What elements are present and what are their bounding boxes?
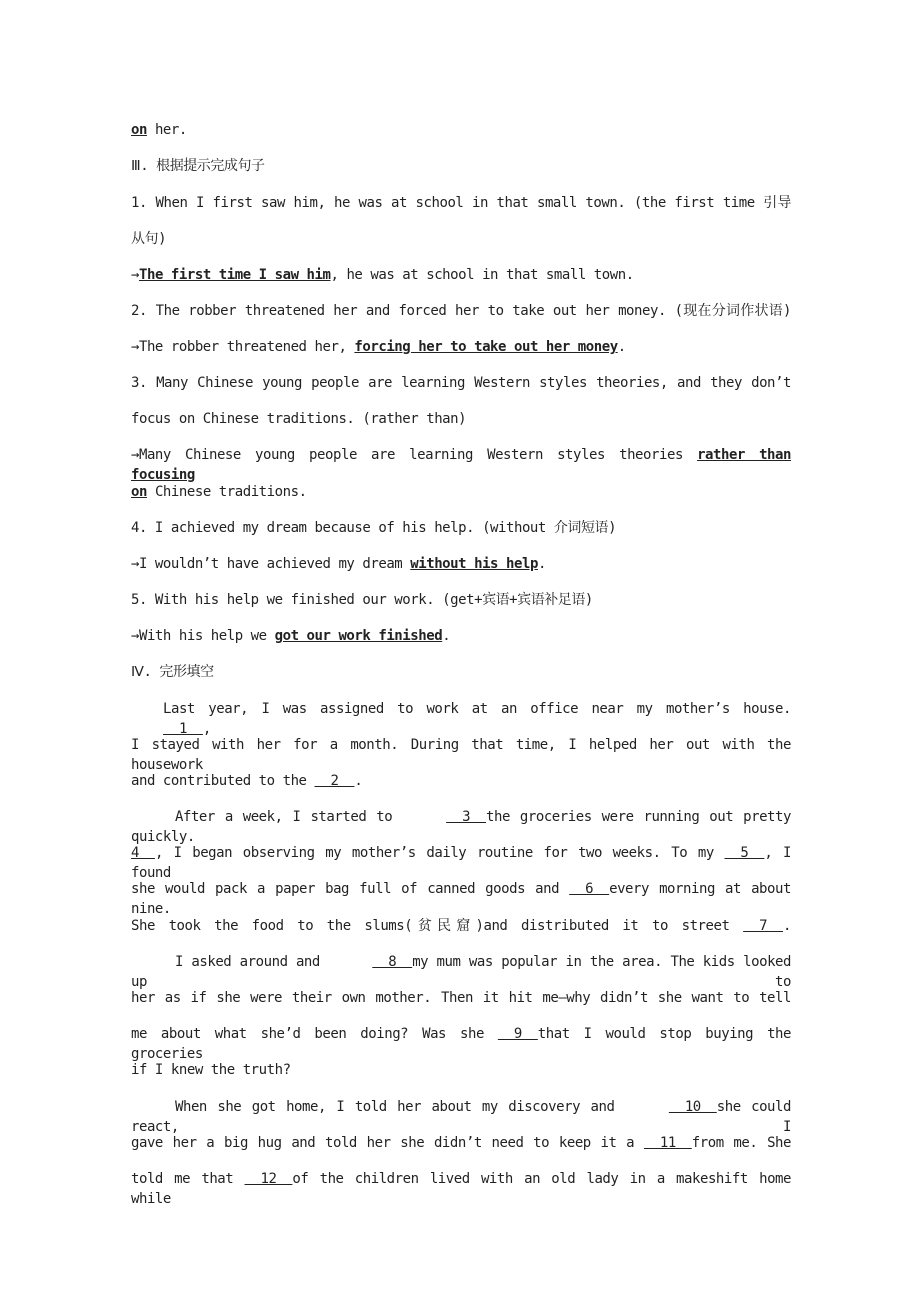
line-text: she could react, I — [131, 1099, 791, 1135]
text-line — [131, 807, 791, 847]
line-text: → — [131, 267, 139, 283]
text-line — [131, 662, 791, 682]
line-text: Ⅳ. 完形填空 — [131, 664, 214, 680]
cloze-blank: 5 — [724, 845, 765, 861]
line-text: . — [442, 628, 451, 644]
answer-text: rather than focusing — [131, 447, 791, 483]
line-text: After a week, I started to — [175, 809, 403, 825]
text-line — [131, 265, 791, 285]
line-text: . — [617, 339, 626, 355]
text-line — [131, 554, 791, 574]
text-line — [131, 626, 791, 646]
line-text: Chinese traditions. — [146, 484, 307, 500]
line-text: of the children lived with an old lady in a makeshift home while — [131, 1171, 792, 1207]
cloze-blank: 3 — [446, 809, 487, 825]
cloze-blank: 2 — [314, 773, 355, 789]
text-line — [131, 699, 791, 739]
text-line — [131, 988, 791, 1008]
cloze-blank: 6 — [569, 881, 610, 897]
text-line — [131, 1133, 791, 1153]
line-text: →I wouldn’t have achieved my dream — [131, 556, 411, 572]
line-text: the groceries were running out pretty quickly. — [131, 809, 791, 845]
cloze-blank: 12 — [244, 1171, 293, 1187]
answer-text: without his help — [410, 556, 538, 572]
line-text: my mum was popular in the area. The kids looked up to — [131, 954, 791, 990]
text-line — [131, 952, 791, 992]
line-text: gave her a big hug and told her she didn’t need to keep it a — [131, 1135, 644, 1151]
answer-text: got our work finished — [274, 628, 443, 644]
text-line — [131, 409, 791, 429]
text-line — [131, 120, 791, 140]
line-text: that I would stop buying the groceries — [131, 1026, 792, 1062]
text-line — [131, 735, 791, 775]
text-line — [131, 301, 791, 321]
line-text: 2. The robber threatened her and forced her to take out her money. (现在分词作状语) — [131, 303, 791, 319]
line-text: I stayed with her for a month. During that time, I helped her out with the housework — [131, 737, 791, 773]
line-text: she would pack a paper bag full of canned goods and — [131, 881, 570, 897]
text-line — [131, 193, 791, 213]
text-line — [131, 879, 791, 919]
line-text: and contributed to the — [131, 773, 315, 789]
line-text: , I found — [131, 845, 791, 881]
line-text: When she got home, I told her about my discovery and — [175, 1099, 625, 1115]
line-text: , I began observing my mother’s daily routine for two weeks. To my — [154, 845, 725, 861]
text-line — [131, 156, 791, 176]
text-line — [131, 482, 791, 502]
text-line — [131, 518, 791, 538]
text-line — [131, 229, 791, 249]
text-line — [131, 337, 791, 357]
answer-text: on — [131, 484, 147, 500]
line-text: →Many Chinese young people are learning Western styles theories — [131, 447, 698, 463]
line-text: 从句) — [131, 231, 167, 247]
line-text: Last year, I was assigned to work at an office near my mother’s house. — [163, 701, 791, 717]
line-text: 3. Many Chinese young people are learning Western styles theories, and they don’t — [131, 375, 791, 391]
line-text: me about what she’d been doing? Was she — [131, 1026, 498, 1042]
text-line — [131, 843, 791, 883]
cloze-blank: 4 — [131, 845, 155, 861]
line-text: →The robber threatened her, — [131, 339, 355, 355]
text-line — [131, 1060, 791, 1080]
answer-text: forcing her to take out her money — [354, 339, 618, 355]
line-text: 4. I achieved my dream because of his help. (without 介词短语) — [131, 520, 617, 536]
line-text: I asked around and — [175, 954, 329, 970]
line-text: if I knew the truth? — [131, 1062, 291, 1078]
line-text: . — [537, 556, 546, 572]
text-line — [131, 771, 791, 791]
line-text: . — [354, 773, 363, 789]
line-text: her as if she were their own mother. Then it hit me—why didn’t she want to tell — [131, 990, 791, 1006]
text-line — [131, 1024, 791, 1064]
line-text: , — [202, 721, 211, 737]
cloze-blank: 9 — [497, 1026, 538, 1042]
text-line — [131, 1169, 791, 1209]
line-text: She took the food to the slums(贫民窟)and distributed it to street — [131, 918, 744, 934]
line-text: Ⅲ. 根据提示完成句子 — [131, 158, 265, 174]
line-text: every morning at about nine. — [131, 881, 791, 917]
cloze-blank: 7 — [743, 918, 784, 934]
line-text: 1. When I first saw him, he was at school in that small town. (the first time 引导 — [131, 195, 791, 211]
line-text: told me that — [131, 1171, 245, 1187]
line-text: , he was at school in that small town. — [330, 267, 634, 283]
line-text: . — [783, 918, 791, 934]
answer-text: on — [131, 122, 147, 138]
line-text: 5. With his help we finished our work. (get+宾语+宾语补足语) — [131, 592, 593, 608]
cloze-blank: 11 — [643, 1135, 692, 1151]
answer-text: The first time I saw him — [138, 267, 331, 283]
text-line — [131, 590, 791, 610]
cloze-blank: 10 — [668, 1099, 717, 1115]
cloze-blank: 8 — [372, 954, 413, 970]
text-line — [131, 1097, 791, 1137]
cloze-blank: 1 — [163, 721, 203, 737]
line-text: focus on Chinese traditions. (rather than) — [131, 411, 467, 427]
text-line — [131, 373, 791, 393]
line-text: →With his help we — [131, 628, 275, 644]
text-line — [131, 916, 791, 936]
line-text: her. — [146, 122, 187, 138]
text-line — [131, 445, 791, 485]
line-text: from me. She — [691, 1135, 792, 1151]
